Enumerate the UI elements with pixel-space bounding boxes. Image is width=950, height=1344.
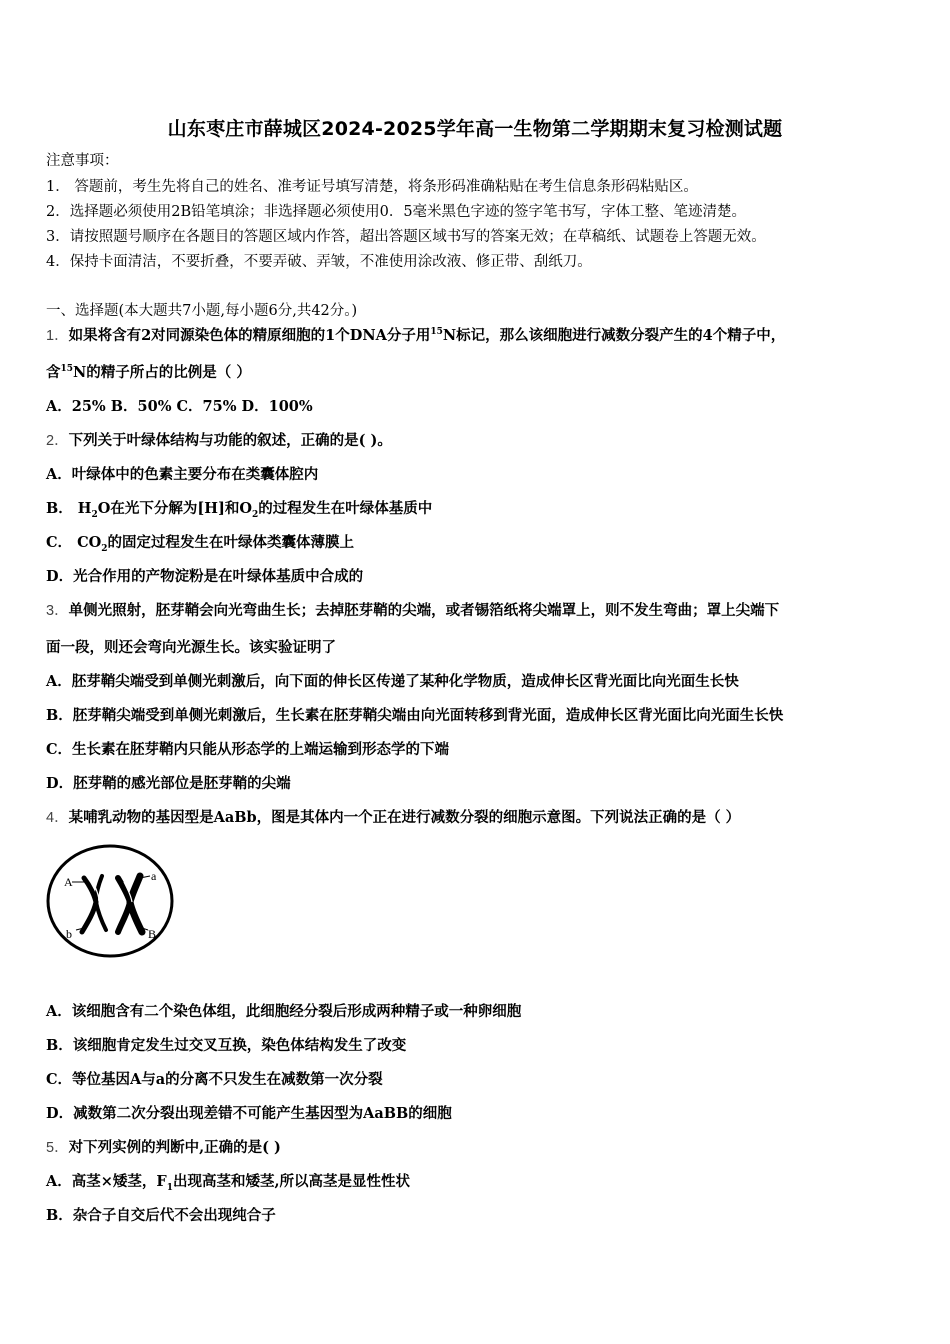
q3-number: 3．	[46, 603, 69, 619]
q2-option-b	[46, 499, 432, 519]
q3-option-b: B．胚芽鞘尖端受到单侧光刺激后，生长素在胚芽鞘尖端由向光面转移到背光面，造成伸长区背光面比向光面生长快	[46, 707, 784, 724]
q1-number: 1．	[46, 328, 69, 344]
q1-text-a: 如果将含有2对同源染色体的精原细胞的1个DNA分子用	[68, 327, 431, 344]
q5-option-a-a: A．高茎×矮茎，F	[46, 1173, 167, 1190]
q1-stem-line2	[46, 363, 251, 383]
q5-option-a	[46, 1172, 410, 1192]
q1-text-c: 含	[46, 364, 61, 381]
q1-stem-line1	[46, 326, 785, 346]
q4-option-c: C．等位基因A与a的分离不只发生在减数第一次分裂	[46, 1071, 383, 1088]
notice-heading: 注意事项：	[46, 153, 119, 169]
q4-option-d: D．减数第二次分裂出现差错不可能产生基因型为AaBB的细胞	[46, 1105, 452, 1122]
q1-sup: 15	[430, 327, 443, 338]
q5-option-b: B．杂合子自交后代不会出现纯合子	[46, 1207, 276, 1224]
chromosome-right	[118, 876, 142, 932]
q2-stem	[46, 431, 392, 451]
q2-option-d: D．光合作用的产物淀粉是在叶绿体基质中合成的	[46, 568, 364, 585]
notice-item-4: 4．保持卡面清洁，不要折叠，不要弄破、弄皱，不准使用涂改液、修正带、刮纸刀。	[46, 254, 592, 270]
q5-option-a-sub: 1	[166, 1182, 173, 1193]
q4-option-b: B．该细胞肯定发生过交叉互换，染色体结构发生了改变	[46, 1037, 407, 1054]
q2-option-a: A．叶绿体中的色素主要分布在类囊体腔内	[46, 466, 319, 483]
q3-option-a: A．胚芽鞘尖端受到单侧光刺激后，向下面的伸长区传递了某种化学物质，造成伸长区背光面比向光面生长快	[46, 673, 739, 690]
gene-label-a: a	[151, 869, 157, 883]
q1-text-b: N标记，那么该细胞进行减数分裂产生的4个精子中，	[442, 327, 786, 344]
q4-text: 某哺乳动物的基因型是AaBb，图是其体内一个正在进行减数分裂的细胞示意图。下列说法正确的是（ ）	[68, 809, 741, 826]
notice-item-2: 2．选择题必须使用2B铅笔填涂；非选择题必须使用0．5毫米黑色字迹的签字笔书写，字体工整、笔迹清楚。	[46, 204, 747, 220]
exam-title: 山东枣庄市薛城区2024-2025学年高一生物第二学期期末复习检测试题	[167, 118, 783, 140]
q3-stem-line2: 面一段，则还会弯向光源生长。该实验证明了	[46, 639, 336, 656]
q2-option-b-sub2: 2	[251, 509, 259, 520]
gene-label-A: A	[64, 875, 73, 889]
q3-stem-line1	[46, 601, 779, 621]
chromosome-left	[82, 876, 106, 932]
q2-option-b-sub1: 2	[91, 509, 98, 520]
meiosis-cell-figure	[44, 842, 176, 960]
q2-number: 2．	[46, 433, 69, 449]
q3-text: 单侧光照射，胚芽鞘会向光弯曲生长；去掉胚芽鞘的尖端，或者锡箔纸将尖端罩上，则不发生弯曲；罩上尖端下	[68, 602, 780, 619]
q1-options: A．25% B．50% C．75% D．100%	[46, 398, 313, 415]
q5-text: 对下列实例的判断中,正确的是( )	[68, 1139, 281, 1156]
q3-option-d: D．胚芽鞘的感光部位是胚芽鞘的尖端	[46, 775, 291, 792]
q2-option-b-a: B． H	[46, 500, 92, 517]
q4-option-a: A．该细胞含有二个染色体组，此细胞经分裂后形成两种精子或一种卵细胞	[46, 1003, 522, 1020]
gene-label-B: B	[148, 927, 157, 941]
notice-item-3: 3．请按照题号顺序在各题目的答题区域内作答，超出答题区域书写的答案无效；在草稿纸、试题卷上答题无效。	[46, 229, 766, 245]
q2-option-b-c: 的过程发生在叶绿体基质中	[258, 500, 433, 517]
q3-option-c: C．生长素在胚芽鞘内只能从形态学的上端运输到形态学的下端	[46, 741, 450, 758]
section-heading: 一、选择题(本大题共7小题,每小题6分,共42分。)	[46, 303, 358, 319]
q2-option-c-sub: 2	[101, 543, 108, 554]
notice-item-1: 1． 答题前，考生先将自己的姓名、准考证号填写清楚，将条形码准确粘贴在考生信息条形码粘贴区。	[46, 179, 698, 195]
q2-option-c-b: 的固定过程发生在叶绿体类囊体薄膜上	[107, 534, 355, 551]
q1-sup-2: 15	[60, 364, 74, 375]
q2-option-c	[46, 533, 354, 553]
q2-option-b-b: O在光下分解为[H]和O	[97, 500, 252, 517]
q5-number: 5．	[46, 1140, 69, 1156]
q4-number: 4．	[46, 810, 69, 826]
q4-stem	[46, 808, 740, 828]
q5-option-a-b: 出现高茎和矮茎,所以高茎是显性性状	[172, 1173, 411, 1190]
q1-text-d: N的精子所占的比例是（ ）	[73, 364, 251, 381]
q2-option-c-a: C． CO	[46, 534, 102, 551]
q2-text: 下列关于叶绿体结构与功能的叙述，正确的是( )。	[68, 432, 392, 449]
q5-stem	[46, 1138, 281, 1158]
gene-label-b: b	[66, 927, 72, 941]
